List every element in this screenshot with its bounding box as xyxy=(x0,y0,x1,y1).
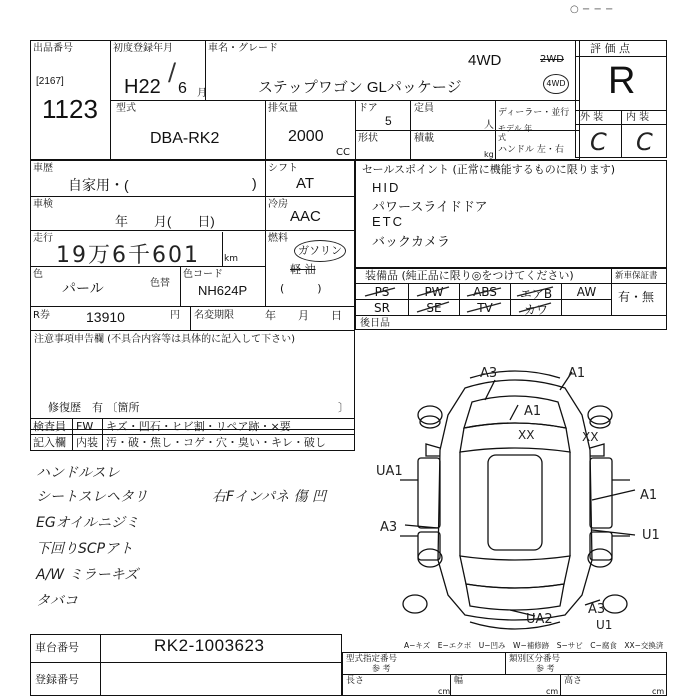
load-unit: kg xyxy=(484,150,494,159)
sales-item: HID xyxy=(372,180,401,195)
aircon-label: 冷房 xyxy=(268,199,288,210)
fuel-paren: ( ) xyxy=(280,282,322,295)
sales-title: セールスポイント (正常に機能するものに限ります) xyxy=(362,163,616,176)
lot-small: [2167] xyxy=(36,76,64,87)
name-change-label: 名変期限 xyxy=(194,310,234,321)
drive-circle: 4WD xyxy=(543,74,569,94)
fuel-gas: ガソリン xyxy=(298,244,342,257)
car-diagram xyxy=(360,360,670,630)
chassis-value: RK2-1003623 xyxy=(154,636,265,655)
recycle-value: 13910 xyxy=(86,309,125,325)
notes-label: 注意事項申告欄 (不具合内容等は具体的に記入して下さい) xyxy=(34,334,295,345)
inspector-note: EGオイルニジミ xyxy=(36,515,139,531)
equip-airbag: エアB xyxy=(519,287,553,301)
top-marks: ○ − − − xyxy=(570,4,614,15)
equip-leather: カワ xyxy=(523,303,548,317)
shift-value: AT xyxy=(296,175,315,192)
diagram-legend: A−キズ E−エクボ U−凹み W−補修跡 S−サビ C−腐食 XX−交換済 xyxy=(404,641,664,650)
inspector-note: ハンドルスレ xyxy=(36,465,120,481)
seats-unit: 人 xyxy=(484,120,494,131)
chassis-label: 車台番号 xyxy=(35,641,79,654)
car-label: 車名・グレード xyxy=(208,43,278,54)
sales-item: パワースライドドア xyxy=(372,199,488,214)
mileage-value: 19万6千601 xyxy=(56,243,200,268)
color-code-label: 色コード xyxy=(183,269,223,280)
shift-label: シフト xyxy=(268,163,298,174)
grade-label: 評 価 点 xyxy=(590,42,630,55)
history-close: ) xyxy=(252,175,257,191)
damage-mark: U1 xyxy=(596,618,613,632)
new-car-label: 新車保証書 xyxy=(615,271,658,281)
width-unit: cm xyxy=(546,687,559,696)
inspector-side-note: 右Fインパネ 傷 凹 xyxy=(212,489,326,505)
height-unit: cm xyxy=(652,687,665,696)
reg-no-label: 登録番号 xyxy=(35,673,79,686)
doors-label: ドア xyxy=(358,103,378,114)
load-label: 積載 xyxy=(414,133,434,144)
handle-label: ハンドル 左・右 xyxy=(498,145,564,155)
drive-mark: 2WD xyxy=(540,54,564,65)
new-car-value: 有・無 xyxy=(618,290,655,304)
history-value: 自家用・( xyxy=(68,177,129,193)
equip-abs: ABS xyxy=(473,285,497,299)
damage-mark: UA1 xyxy=(376,464,403,479)
recycle-unit: 円 xyxy=(170,310,180,321)
aircon-value: AAC xyxy=(290,208,321,225)
color-code-value: NH624P xyxy=(198,283,248,298)
model-value: DBA-RK2 xyxy=(150,130,220,147)
damage-mark: A3 xyxy=(480,366,498,381)
fuel-diesel: 軽 油 xyxy=(290,263,316,276)
fuel-label: 燃料 xyxy=(268,233,288,244)
inspection-value: 年 月( 日) xyxy=(115,214,215,229)
after-label: 後日品 xyxy=(360,318,390,329)
inspector-row2: 汚・破・焦し・コゲ・穴・臭い・キレ・破し xyxy=(106,436,326,449)
equipment-strikes xyxy=(355,283,611,315)
seats-label: 定員 xyxy=(414,103,434,114)
dealer-label: ディーラー・並行 xyxy=(498,108,570,118)
repair-close: 〕 xyxy=(338,401,349,414)
damage-mark: A1 xyxy=(568,366,586,381)
sales-item: バックカメラ xyxy=(372,234,451,249)
inspector-label1: 検査員 xyxy=(33,420,66,433)
inspector-note: A/W ミラーキズ xyxy=(36,567,139,583)
type-no-label: 型式指定番号 xyxy=(346,654,398,664)
reg-month-unit: 月 xyxy=(197,88,207,99)
ref1: 参 考 xyxy=(372,664,391,673)
lot-number: 1123 xyxy=(42,94,98,124)
int-grade: C xyxy=(636,128,653,156)
color-code-mark: 色替 xyxy=(150,278,170,289)
disp-unit: CC xyxy=(336,147,350,158)
equip-tv: TV xyxy=(477,301,493,315)
lot-label: 出品番号 xyxy=(33,43,73,54)
car-name: ステップワゴン GLパッケージ xyxy=(258,79,462,96)
reg-year: H22 xyxy=(124,76,161,98)
mileage-label: 走行 xyxy=(33,233,53,244)
ext-label: 外 装 xyxy=(580,112,604,123)
mileage-unit: km xyxy=(224,254,238,264)
equipment-title: 装備品 (純正品に限り◎をつけてください) xyxy=(365,269,574,282)
damage-mark: A1 xyxy=(640,488,658,503)
drive: 4WD xyxy=(468,52,502,69)
recycle-label: R券 xyxy=(33,310,50,321)
disp-label: 排気量 xyxy=(268,103,298,114)
equip-ps: PS xyxy=(374,285,390,299)
reg-month: 6 xyxy=(178,80,187,97)
reg-label: 初度登録年月 xyxy=(113,43,173,54)
equip-se: SE xyxy=(426,301,442,315)
height-label: 高さ xyxy=(564,676,583,686)
inspector-note: 下回りSCPアト xyxy=(36,541,134,557)
ref2: 参 考 xyxy=(536,664,555,673)
damage-mark: XX xyxy=(518,428,535,442)
int-label: 内 装 xyxy=(626,112,650,123)
damage-mark: A3 xyxy=(588,602,606,617)
length-label: 長さ xyxy=(346,676,365,686)
equip-aw: AW xyxy=(576,285,597,299)
damage-mark: U1 xyxy=(642,528,660,543)
damage-mark: A3 xyxy=(380,520,398,535)
name-change-value: 年 月 日 xyxy=(265,309,342,322)
history-label: 車歴 xyxy=(33,163,53,174)
inspection-label: 車検 xyxy=(33,199,53,210)
color-value: パール xyxy=(62,280,104,296)
repair-label: 修復歴 有 〔箇所 xyxy=(48,401,140,414)
inspector-row1-head: FW xyxy=(76,420,94,433)
equip-sr: SR xyxy=(374,301,390,315)
inspector-row1: キズ・凹石・ヒビ割・リペア跡・×要 xyxy=(106,420,291,433)
disp-value: 2000 xyxy=(288,128,324,145)
inspector-row2-head: 内装 xyxy=(76,436,98,449)
ext-grade: C xyxy=(590,128,607,156)
model-year-label: モデル 年式 xyxy=(498,124,533,142)
inspector-note: シートスレヘタリ xyxy=(36,489,148,505)
inspector-note: タバコ xyxy=(36,593,78,609)
width-label: 幅 xyxy=(454,676,464,686)
damage-mark: UA2 xyxy=(526,612,553,627)
inspector-label2: 記入欄 xyxy=(33,436,66,449)
model-label: 型式 xyxy=(116,103,136,114)
damage-mark: A1 xyxy=(524,404,542,419)
class-no-label: 類別区分番号 xyxy=(509,654,561,664)
shape-label: 形状 xyxy=(358,133,378,144)
equip-pw: PW xyxy=(424,285,444,299)
grade: R xyxy=(608,60,636,102)
damage-mark: XX xyxy=(582,430,599,444)
doors-value: 5 xyxy=(385,114,392,128)
length-unit: cm xyxy=(438,687,451,696)
sales-item: ETC xyxy=(372,214,404,229)
color-label: 色 xyxy=(33,269,43,280)
